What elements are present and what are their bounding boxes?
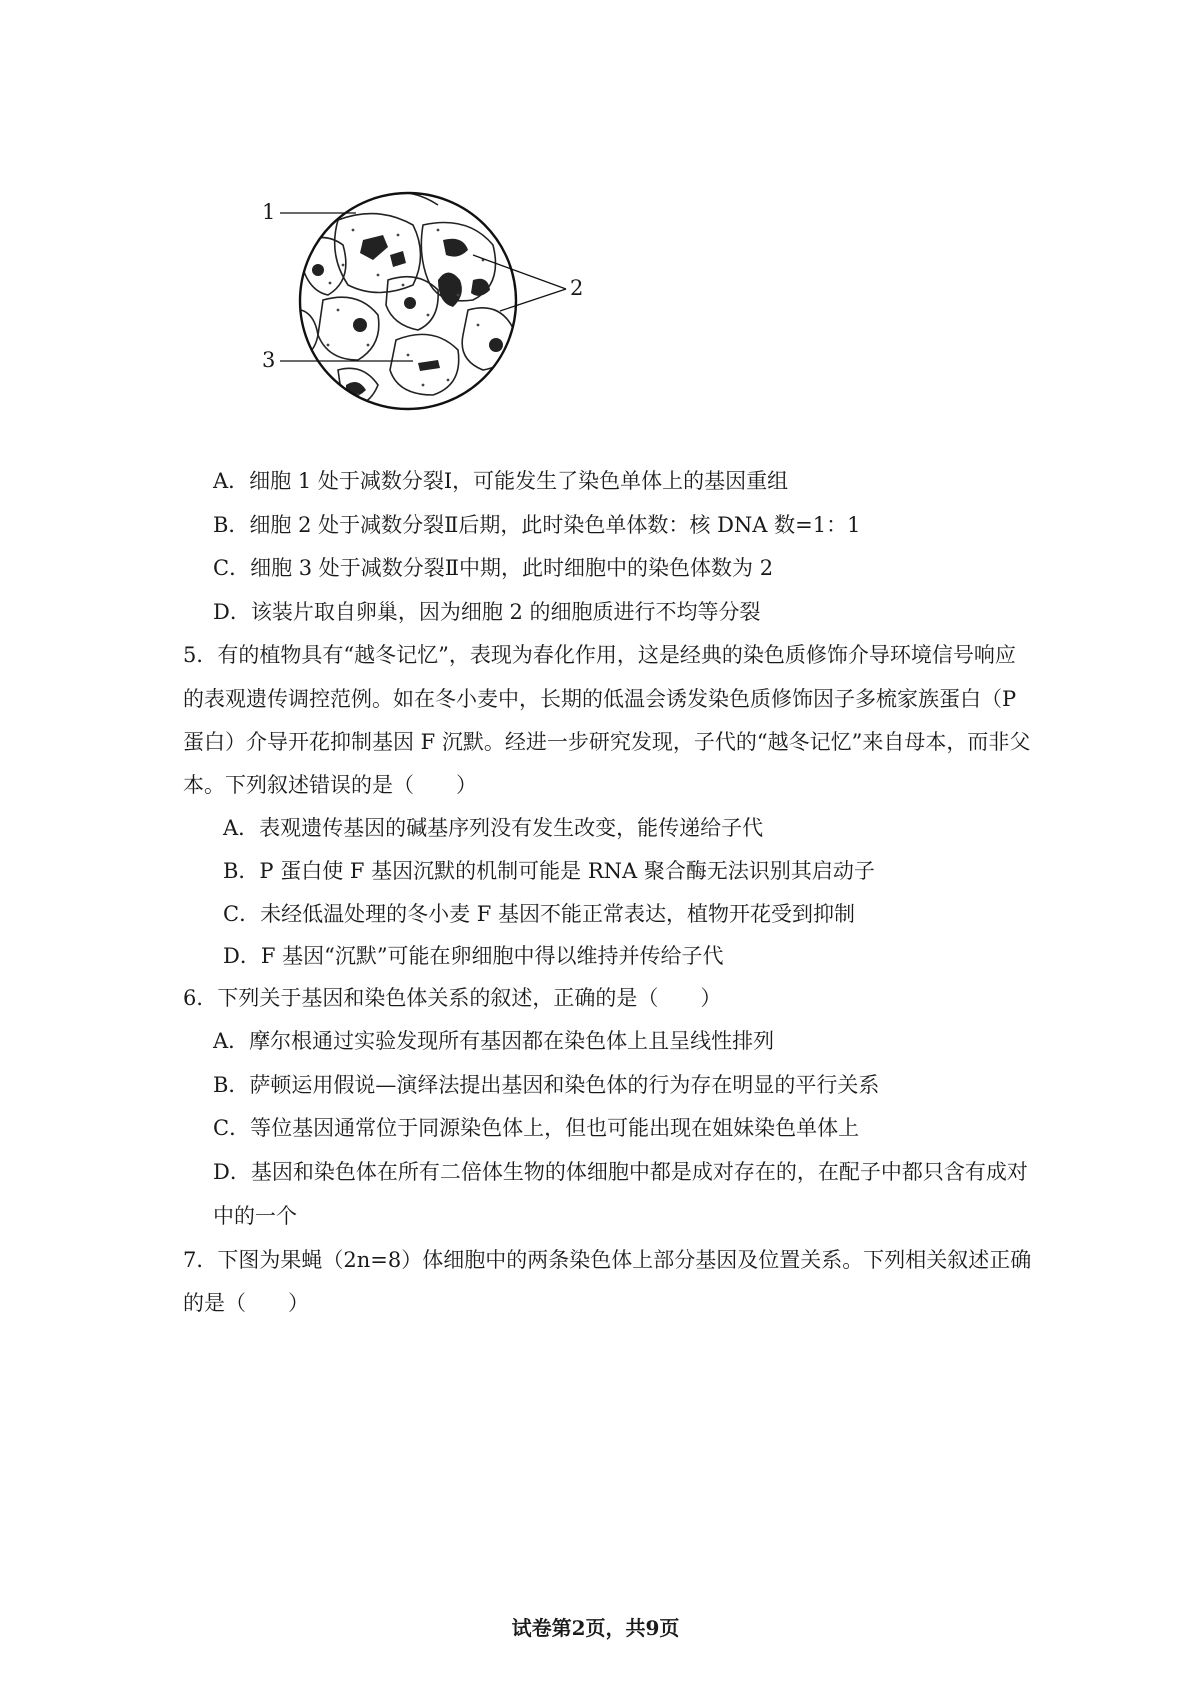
q5-stem-line-3: 蛋白）介导开花抑制基因 F 沉默。经进一步研究发现，子代的“越冬记忆”来自母本，而非父: [183, 730, 1031, 754]
q4-option-a: A．细胞 1 处于减数分裂Ⅰ，可能发生了染色单体上的基因重组: [213, 469, 789, 493]
q4-option-b: B．细胞 2 处于减数分裂Ⅱ后期，此时染色单体数：核 DNA 数=1：1: [213, 513, 861, 537]
q6-option-c: C．等位基因通常位于同源染色体上，但也可能出现在姐妹染色单体上: [213, 1116, 860, 1140]
q7-stem-line-2: 的是（ ）: [183, 1291, 309, 1315]
q6-option-d: D．基因和染色体在所有二倍体生物的体细胞中都是成对存在的，在配子中都只含有成对: [213, 1160, 1028, 1184]
q4-option-d: D．该装片取自卵巢，因为细胞 2 的细胞质进行不均等分裂: [213, 600, 761, 624]
figure-label-3: 3: [262, 348, 276, 372]
figure-label-2: 2: [570, 276, 584, 300]
q6-stem: 6．下列关于基因和染色体关系的叙述，正确的是（ ）: [183, 986, 722, 1010]
q4-option-c: C．细胞 3 处于减数分裂Ⅱ中期，此时细胞中的染色体数为 2: [213, 556, 774, 580]
q5-stem-line-1: 5．有的植物具有“越冬记忆”，表现为春化作用，这是经典的染色质修饰介导环境信号响应: [183, 643, 1016, 667]
q5-option-c: C．未经低温处理的冬小麦 F 基因不能正常表达，植物开花受到抑制: [223, 902, 855, 926]
page-footer: 试卷第2页，共9页: [511, 1616, 680, 1640]
q5-stem-line-2: 的表观遗传调控范例。如在冬小麦中，长期的低温会诱发染色质修饰因子多梳家族蛋白（P: [183, 687, 1017, 711]
q6-option-a: A．摩尔根通过实验发现所有基因都在染色体上且呈线性排列: [213, 1029, 775, 1053]
figure-label-1: 1: [262, 200, 276, 224]
q6-option-b: B．萨顿运用假说—演绎法提出基因和染色体的行为存在明显的平行关系: [213, 1073, 880, 1097]
cell-micrograph: [268, 185, 648, 435]
q5-stem-line-4: 本。下列叙述错误的是（ ）: [183, 773, 477, 797]
q5-option-a: A．表观遗传基因的碱基序列没有发生改变，能传递给子代: [223, 816, 764, 840]
q5-option-b: B．P 蛋白使 F 基因沉默的机制可能是 RNA 聚合酶无法识别其启动子: [223, 859, 875, 883]
q5-option-d: D．F 基因“沉默”可能在卵细胞中得以维持并传给子代: [223, 944, 724, 968]
q6-option-d-continued: 中的一个: [213, 1204, 297, 1228]
q7-stem-line-1: 7．下图为果蝇（2n=8）体细胞中的两条染色体上部分基因及位置关系。下列相关叙述正确: [183, 1248, 1032, 1272]
microscope-figure: [262, 185, 648, 435]
